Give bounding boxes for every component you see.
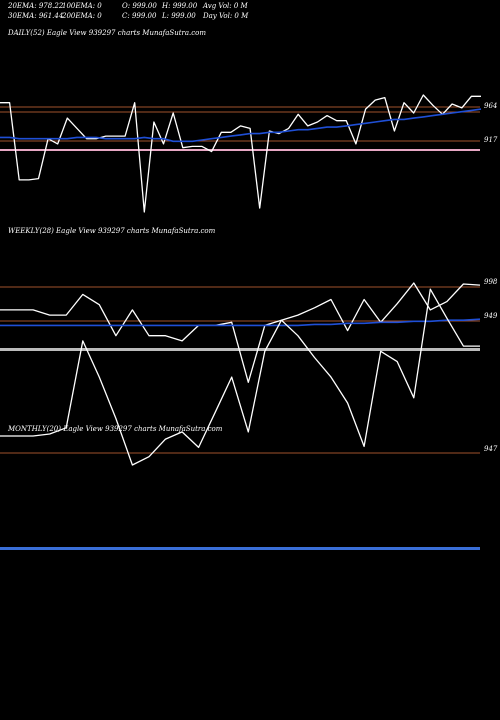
header-close: C: 999.00 (122, 12, 157, 20)
monthly-panel-title: MONTHLY(20) Eagle View 939297 charts MunafaSutra.com (8, 425, 223, 433)
weekly-level-label-2: 949 (484, 312, 498, 320)
panel-1-series-0-line (0, 283, 480, 382)
header-30ema: 30EMA: 961.44 (8, 12, 64, 20)
daily-level-label-1: 964 (484, 102, 498, 110)
header-low: L: 999.00 (162, 12, 196, 20)
daily-panel-title: DAILY(52) Eagle View 939297 charts MunafaSutra.com (8, 29, 207, 37)
header-20ema: 20EMA: 978.22 (8, 2, 64, 10)
header-day-vol: Day Vol: 0 M (203, 12, 249, 20)
daily-level-label-2: 917 (484, 136, 498, 144)
panel-1-series-1-line (0, 319, 480, 325)
header-200ema: 200EMA: 0 (62, 12, 102, 20)
panel-0-series-1-line (0, 109, 481, 141)
weekly-panel-title: WEEKLY(28) Eagle View 939297 charts MunafaSutra.com (8, 227, 216, 235)
panel-1-series-2-line (0, 289, 480, 465)
monthly-blue-band (0, 547, 480, 550)
header-100ema: 100EMA: 0 (62, 2, 102, 10)
weekly-level-label-3: 947 (484, 445, 498, 453)
weekly-level-label-1: 998 (484, 278, 498, 286)
header-high: H: 999.00 (162, 2, 198, 10)
header-open: O: 999.00 (122, 2, 157, 10)
panel-0-series-0-line (0, 95, 481, 212)
daily-pink-band (0, 149, 480, 151)
header-avg-vol: Avg Vol: 0 M (203, 2, 248, 10)
